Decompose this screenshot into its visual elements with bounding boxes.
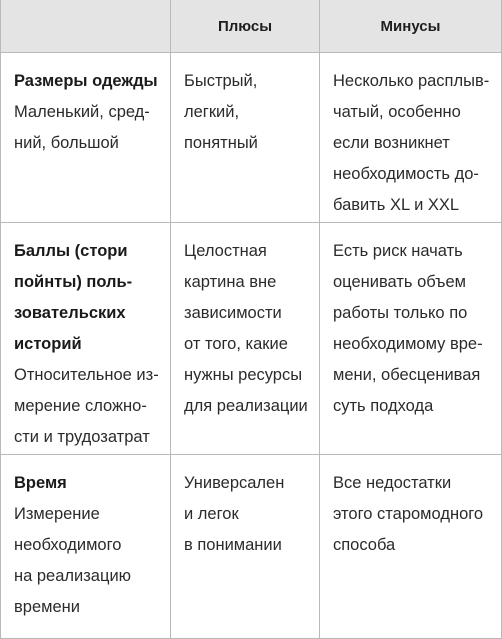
pros-line: понятный: [184, 134, 258, 152]
method-title-line: Размеры одежды: [14, 72, 158, 90]
method-desc-line: на реализацию: [14, 567, 132, 585]
pros-line: и легок: [184, 505, 239, 523]
method-desc-line: мерение сложно-: [14, 397, 147, 415]
method-desc-line: Измерение: [14, 505, 100, 523]
pros-cell: [170, 53, 319, 222]
method-desc-line: Относительное из-: [14, 366, 159, 384]
table-header-row: [1, 0, 501, 52]
method-desc-line: необходимого: [14, 536, 122, 554]
cons-line: этого старомодного: [333, 505, 484, 523]
method-desc-line: ний, большой: [14, 134, 119, 152]
cons-line: способа: [333, 536, 396, 554]
pros-line: легкий,: [184, 103, 240, 121]
header-cell-method: [1, 0, 170, 52]
pros-line: нужны ресурсы: [184, 366, 303, 384]
method-title-line: зовательских: [14, 304, 126, 322]
method-cell: [1, 455, 170, 638]
cons-line: необходимому вре-: [333, 335, 483, 353]
cons-line: чатый, особенно: [333, 103, 461, 121]
cons-line: мени, обесценивая: [333, 366, 481, 384]
header-cell-cons: Минусы: [319, 0, 501, 52]
cons-line: работы только по: [333, 304, 468, 322]
cons-line: суть подхода: [333, 397, 434, 415]
cons-line: оценивать объем: [333, 273, 466, 291]
method-title-line: пойнты) поль-: [14, 273, 133, 291]
cons-line: Есть риск начать: [333, 242, 463, 260]
cons-line: Все недостатки: [333, 474, 452, 492]
pros-cell: [170, 455, 319, 638]
method-title-line: Время: [14, 474, 67, 492]
pros-line: зависимости: [184, 304, 282, 322]
pros-line: Целостная: [184, 242, 267, 260]
pros-cell: [170, 223, 319, 454]
method-cell: [1, 223, 170, 454]
table-row: [1, 222, 501, 454]
pros-line: Универсален: [184, 474, 285, 492]
table-row: [1, 52, 501, 222]
method-desc-line: времени: [14, 598, 80, 616]
cons-cell: [319, 53, 501, 222]
cons-line: если возникнет: [333, 134, 450, 152]
pros-line: в понимании: [184, 536, 282, 554]
header-cell-pros: Плюсы: [170, 0, 319, 52]
method-title-line: Баллы (стори: [14, 242, 128, 260]
pros-line: для реализации: [184, 397, 308, 415]
method-title-line: историй: [14, 335, 82, 353]
pros-line: Быстрый,: [184, 72, 258, 90]
method-cell: [1, 53, 170, 222]
pros-line: картина вне: [184, 273, 277, 291]
method-desc-line: Маленький, сред-: [14, 103, 150, 121]
pros-line: от того, какие: [184, 335, 288, 353]
cons-line: Несколько расплыв-: [333, 72, 490, 90]
cons-cell: [319, 455, 501, 638]
cons-line: бавить XL и XXL: [333, 196, 460, 214]
table-row: [1, 454, 501, 638]
cons-line: необходимость до-: [333, 165, 479, 183]
cons-cell: [319, 223, 501, 454]
method-desc-line: сти и трудозатрат: [14, 428, 150, 446]
